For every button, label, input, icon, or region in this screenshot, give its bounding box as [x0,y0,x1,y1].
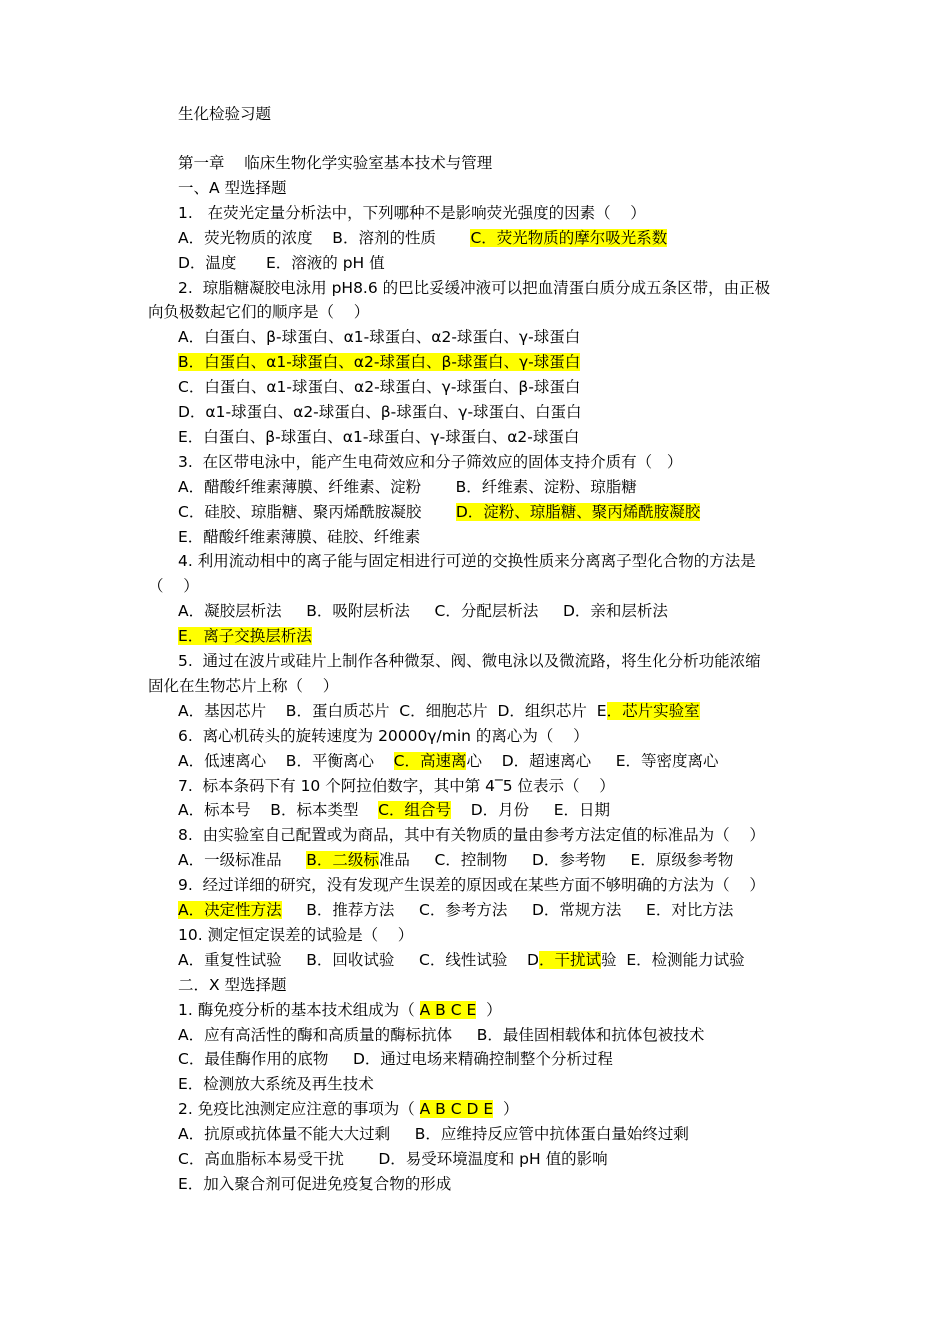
text-line [178,226,667,250]
text-line [178,1023,704,1047]
text-line [178,375,580,399]
text-line [178,823,765,847]
text-line [178,251,385,275]
highlighted-answer: C．组合号 [378,801,451,820]
text-line [178,1122,689,1146]
text-line [178,1172,451,1196]
text-line [178,425,579,449]
text-segment: A．抗原或抗体量不能大大过剩 B．应维持反应管中抗体蛋白量始终过剩 [178,1125,689,1144]
text-line [178,599,668,623]
text-line [178,400,582,424]
text-line [178,873,765,897]
text-segment: C．白蛋白、α1-球蛋白、α2-球蛋白、γ-球蛋白、β-球蛋白 [178,378,581,397]
highlighted-answer: E．离子交换层析法 [178,627,312,646]
text-line [178,948,745,972]
text-segment: 一、A 型选择题 [178,178,287,197]
highlighted-answer: ．芯片实验室 [606,701,700,720]
text-line [178,450,682,474]
text-segment: D．α1-球蛋白、α2-球蛋白、β-球蛋白、γ-球蛋白、白蛋白 [178,403,582,421]
highlighted-answer: C．荧光物质的摩尔吸光系数 [470,228,668,247]
text-segment: A．一级标准品 [178,851,307,870]
text-segment: 9. 经过详细的研究，没有发现产生误差的原因或在某些方面不够明确的方法为（ ） [178,876,765,895]
text-line [178,898,733,922]
text-line [178,151,492,175]
highlighted-answer: A B C E [419,1000,477,1019]
text-segment: A．基因芯片 B．蛋白质芯片 C．细胞芯片 D．组织芯片 E [178,701,607,720]
text-segment: 7. 标本条码下有 10 个阿拉伯数字，其中第 4‾5 位表示（ ） [178,776,615,795]
text-line [178,848,733,872]
text-line [148,574,199,598]
text-line [178,525,420,549]
text-line [178,1097,519,1121]
text-segment: 4. 利用流动相中的离子能与固定相进行可逆的交换性质来分离离子型化合物的方法是 [178,552,756,571]
text-segment: A．应有高活性的酶和高质量的酶标抗体 B．最佳固相载体和抗体包被技术 [178,1025,705,1044]
text-line [178,1072,374,1096]
text-segment: 向负极数起它们的顺序是（ ） [148,303,370,322]
text-line [178,923,413,947]
text-segment: 二．X 型选择题 [178,975,287,994]
text-line [178,749,719,773]
text-line [178,1047,613,1071]
text-segment: C．硅胶、琼脂糖、聚丙烯酰胺凝胶 [178,502,456,521]
text-segment: 10. 测定恒定误差的试验是（ ） [178,925,414,944]
document-title: 生化检验习题 [178,105,272,123]
text-line [178,500,700,524]
text-line [178,649,761,673]
text-segment: ） [476,1000,502,1019]
text-segment: 心 D．超速离心 E．等密度离心 [466,751,719,770]
text-segment: 1. 在荧光定量分析法中，下列哪种不是影响荧光强度的因素（ ） [178,203,646,222]
text-line [178,624,312,648]
text-line [178,201,646,225]
text-segment: A．醋酸纤维素薄膜、纤维素、淀粉 B．纤维素、淀粉、琼脂糖 [178,477,637,496]
text-segment: 第一章 临床生物化学实验室基本技术与管理 [178,154,493,172]
text-segment: E．加入聚合剂可促进免疫复合物的形成 [178,1174,452,1193]
text-segment: 2. 琼脂糖凝胶电泳用 pH8.6 的巴比妥缓冲液可以把血清蛋白质分成五条区带，由正极 [178,278,771,297]
text-segment: E．检测放大系统及再生技术 [178,1075,374,1094]
text-segment: 固化在生物芯片上称（ ） [148,676,339,695]
text-line [178,724,589,748]
text-segment: 1. 酶免疫分析的基本技术组成为（ [178,1000,420,1019]
highlighted-answer: A B C D E [419,1100,494,1119]
text-segment: 2. 免疫比浊测定应注意的事项为（ [178,1100,420,1119]
text-line [178,549,756,573]
highlighted-answer: ．干扰试 [538,950,601,969]
highlighted-answer: B．白蛋白、α1-球蛋白、α2-球蛋白、β-球蛋白、γ-球蛋白 [178,353,581,372]
highlighted-answer: A．决定性方法 [178,901,282,919]
highlighted-answer: D．淀粉、琼脂糖、聚丙烯酰胺凝胶 [455,502,701,521]
text-segment: A．低速离心 B．平衡离心 [178,751,394,770]
text-segment: A．重复性试验 B．回收试验 C．线性试验 D [178,950,539,969]
text-line [178,973,287,997]
text-segment: A．标本号 B．标本类型 [178,801,379,820]
text-segment: A．白蛋白、β-球蛋白、α1-球蛋白、α2-球蛋白、γ-球蛋白 [178,328,581,347]
text-segment: （ ） [148,577,199,596]
text-line [178,774,615,798]
text-line [178,176,287,200]
text-line [178,699,700,723]
text-line [178,998,502,1022]
highlighted-answer: C．高速离 [393,751,467,770]
text-segment: B．推荐方法 C．参考方法 D．常规方法 E．对比方法 [281,901,734,919]
text-segment: E．醋酸纤维素薄膜、硅胶、纤维素 [178,527,421,546]
text-segment: C．高血脂标本易受干扰 D．易受环境温度和 pH 值的影响 [178,1150,608,1168]
text-line [178,325,580,349]
text-line [178,276,770,300]
text-line [178,798,610,822]
text-segment: C．最佳酶作用的底物 D．通过电场来精确控制整个分析过程 [178,1050,613,1069]
text-segment: 验 E．检测能力试验 [601,950,745,969]
text-segment: ） [493,1100,519,1119]
text-segment: D．月份 E．日期 [450,801,611,820]
text-segment: 3. 在区带电泳中，能产生电荷效应和分子筛效应的固体支持介质有（ ） [178,452,683,471]
text-line [178,1147,608,1171]
text-segment: 5. 通过在波片或硅片上制作各种微泵、阀、微电泳以及微流路，将生化分析功能浓缩 [178,652,761,670]
text-segment: D．温度 E．溶液的 pH 值 [178,253,385,272]
text-segment: A．荧光物质的浓度 B．溶剂的性质 [178,228,471,247]
text-line [148,674,338,698]
text-line [178,475,637,499]
text-segment: E．白蛋白、β-球蛋白、α1-球蛋白、γ-球蛋白、α2-球蛋白 [178,427,580,446]
text-line [148,300,369,324]
text-segment: A．凝胶层析法 B．吸附层析法 C．分配层析法 D．亲和层析法 [178,602,668,621]
text-segment: 准品 C．控制物 D．参考物 E．原级参考物 [378,851,734,870]
text-line [178,350,580,374]
text-segment: 6. 离心机砖头的旋转速度为 20000γ/min 的离心为（ ） [178,726,589,745]
text-segment: 8. 由实验室自己配置或为商品，其中有关物质的量由参考方法定值的标准品为（ ） [178,826,765,845]
highlighted-answer: B．二级标 [306,851,379,870]
